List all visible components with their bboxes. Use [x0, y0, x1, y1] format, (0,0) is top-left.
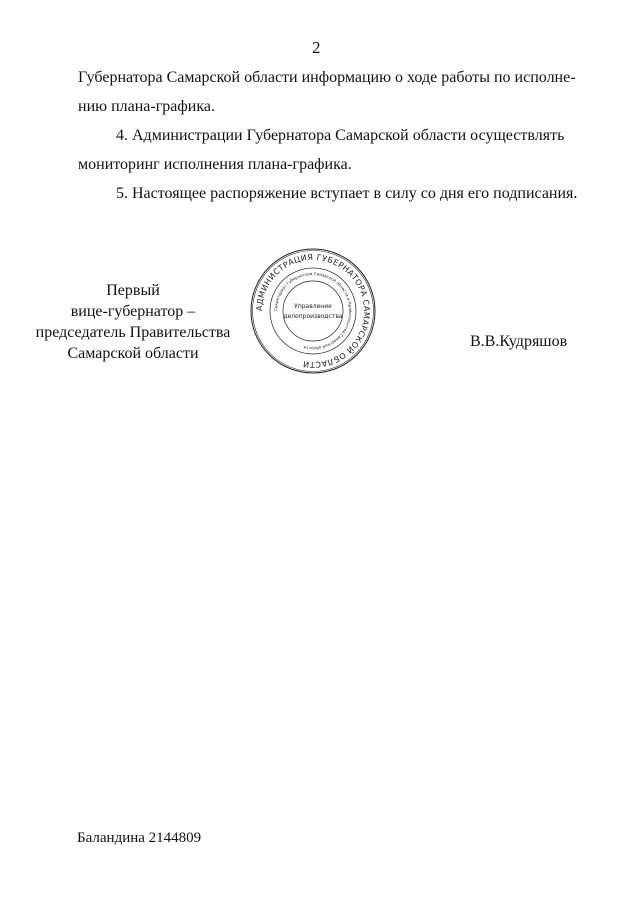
stamp-inner-text: Секретариат Губернатора Самарской области и Правительства Самарской области — [272, 270, 354, 352]
paragraph-line: Губернатора Самарской области информацию о ходе работы по исполне- — [78, 69, 576, 86]
signatory-name: В.В.Кудряшов — [470, 333, 568, 350]
signatory-line: вице-губернатор – — [70, 303, 196, 320]
paragraph-4: 4. Администрации Губернатора Самарской области осуществлять — [116, 127, 565, 144]
paragraph-line: мониторинг исполнения плана-графика. — [78, 156, 352, 173]
signatory-line: Первый — [106, 282, 160, 299]
paragraph-5: 5. Настоящее распоряжение вступает в силу со дня его подписания. — [116, 185, 578, 202]
svg-text:АДМИНИСТРАЦИЯ ГУБЕРНАТОРА САМА — [255, 253, 371, 369]
footer-executor: Баландина 2144809 — [77, 830, 202, 846]
official-stamp — [250, 247, 376, 375]
stamp-outer-text: АДМИНИСТРАЦИЯ ГУБЕРНАТОРА САМАРСКОЙ ОБЛАСТИ — [254, 252, 372, 370]
signatory-title — [28, 280, 238, 364]
svg-text:Секретариат Губернатора Самарс — [273, 271, 353, 351]
signatory-line: Самарской области — [67, 345, 199, 362]
page-number: 2 — [312, 38, 321, 57]
paragraph-line: нию плана-графика. — [78, 98, 215, 115]
stamp-center-line: делопроизводства — [283, 313, 343, 320]
stamp-center-line: Управление — [294, 303, 332, 310]
signatory-line: председатель Правительства — [35, 324, 231, 341]
